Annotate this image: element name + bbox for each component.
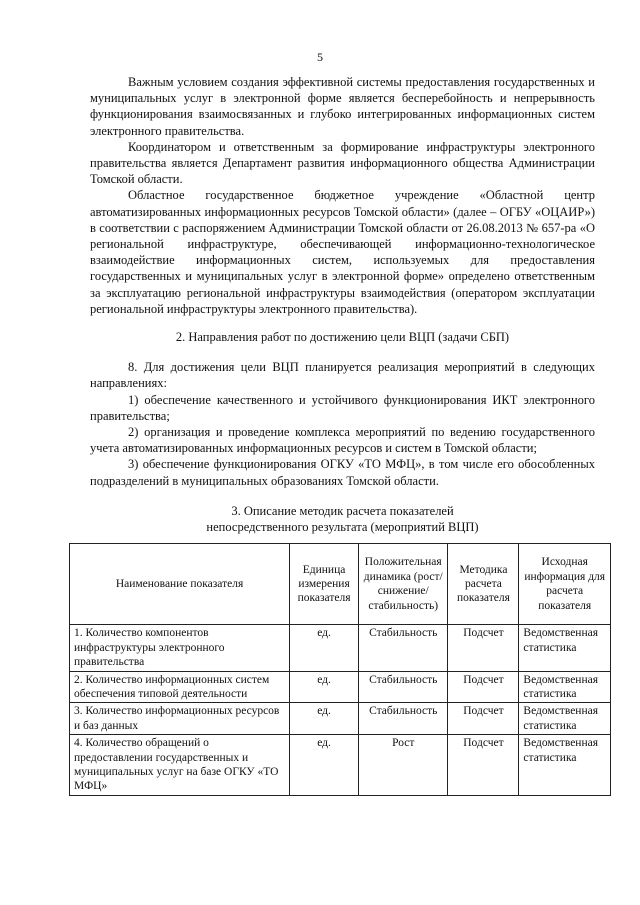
cell-unit: ед.: [290, 735, 359, 796]
header-method: Методика расчета показателя: [448, 544, 519, 625]
page-number: 5: [317, 50, 323, 64]
section-2-item-3: 3) обеспечение функционирования ОГКУ «ТО МФЦ», в том числе его обособленных подразделений в муниципальных образованиях Томской области.: [90, 457, 595, 488]
cell-name: 3. Количество информационных ресурсов и баз данных: [70, 703, 290, 735]
section-2-intro: 8. Для достижения цели ВЦП планируется реализация мероприятий в следующих направлениях:: [90, 360, 595, 391]
paragraph-3: Областное государственное бюджетное учреждение «Областной центр автоматизированных информационных ресурсов Томской области» (далее – ОГБУ «ОЦАИР») в соответствии с распоряжением Администрации Томской области от 26.08.2013 № 657-ра «О региональной инфраструктуре, обеспечивающей информационно-технологическое взаимодействие информационных систем, используемых для предоставления государственных и муниципальных услуг в электронной форме» определено ответственным за эксплуатацию региональной инфраструктуры взаимодействия (оператором эксплуатации региональной инфраструктуры электронного правительства).: [90, 188, 595, 316]
cell-method: Подсчет: [448, 625, 519, 671]
cell-dynamics: Стабильность: [359, 703, 448, 735]
cell-method: Подсчет: [448, 671, 519, 703]
paragraph-1: Важным условием создания эффективной системы предоставления государственных и муниципальных услуг в электронной форме является бесперебойность и непрерывность функционирования взаимосвязанных и глубоко интегрированных информационных систем электронного правительства.: [90, 75, 595, 138]
cell-method: Подсчет: [448, 735, 519, 796]
section-2-item-2: 2) организация и проведение комплекса мероприятий по ведению государственного учета автоматизированных информационных ресурсов и систем в Томской области;: [90, 425, 595, 456]
cell-name: 1. Количество компонентов инфраструктуры электронного правительства: [70, 625, 290, 671]
cell-source: Ведомственная статистика: [519, 703, 611, 735]
table-row: [70, 703, 611, 735]
cell-unit: ед.: [290, 703, 359, 735]
cell-source: Ведомственная статистика: [519, 671, 611, 703]
cell-dynamics: Рост: [359, 735, 448, 796]
section-2-item-1: 1) обеспечение качественного и устойчивого функционирования ИКТ электронного правительства;: [90, 392, 595, 423]
section-2-heading: 2. Направления работ по достижению цели ВЦП (задачи СБП): [175, 330, 510, 345]
indicators-table: [69, 543, 611, 795]
cell-unit: ед.: [290, 625, 359, 671]
cell-name: 2. Количество информационных систем обеспечения типовой деятельности: [70, 671, 290, 703]
section-3-heading-line-2: непосредственного результата (мероприятий ВЦП): [206, 520, 479, 535]
document-body: [74, 74, 606, 796]
cell-name: 4. Количество обращений о предоставлении государственных и муниципальных услуг на базе ОГКУ «ТО МФЦ»: [70, 735, 290, 796]
cell-dynamics: Стабильность: [359, 671, 448, 703]
header-dynamics: Положительная динамика (рост/ снижение/ стабильность): [359, 544, 448, 625]
paragraph-2: Координатором и ответственным за формирование инфраструктуры электронного правительства является Департамент развития информационного общества Администрации Томской области.: [90, 139, 595, 187]
table-row: [70, 625, 611, 671]
header-name: Наименование показателя: [70, 544, 290, 625]
section-3-heading-line-1: 3. Описание методик расчета показателей: [231, 503, 454, 518]
header-source: Исходная информация для расчета показателя: [519, 544, 611, 625]
cell-dynamics: Стабильность: [359, 625, 448, 671]
table-header-row: [70, 544, 611, 625]
header-unit: Единица измерения показателя: [290, 544, 359, 625]
cell-source: Ведомственная статистика: [519, 735, 611, 796]
cell-source: Ведомственная статистика: [519, 625, 611, 671]
cell-method: Подсчет: [448, 703, 519, 735]
cell-unit: ед.: [290, 671, 359, 703]
table-row: [70, 735, 611, 796]
table-row: [70, 671, 611, 703]
